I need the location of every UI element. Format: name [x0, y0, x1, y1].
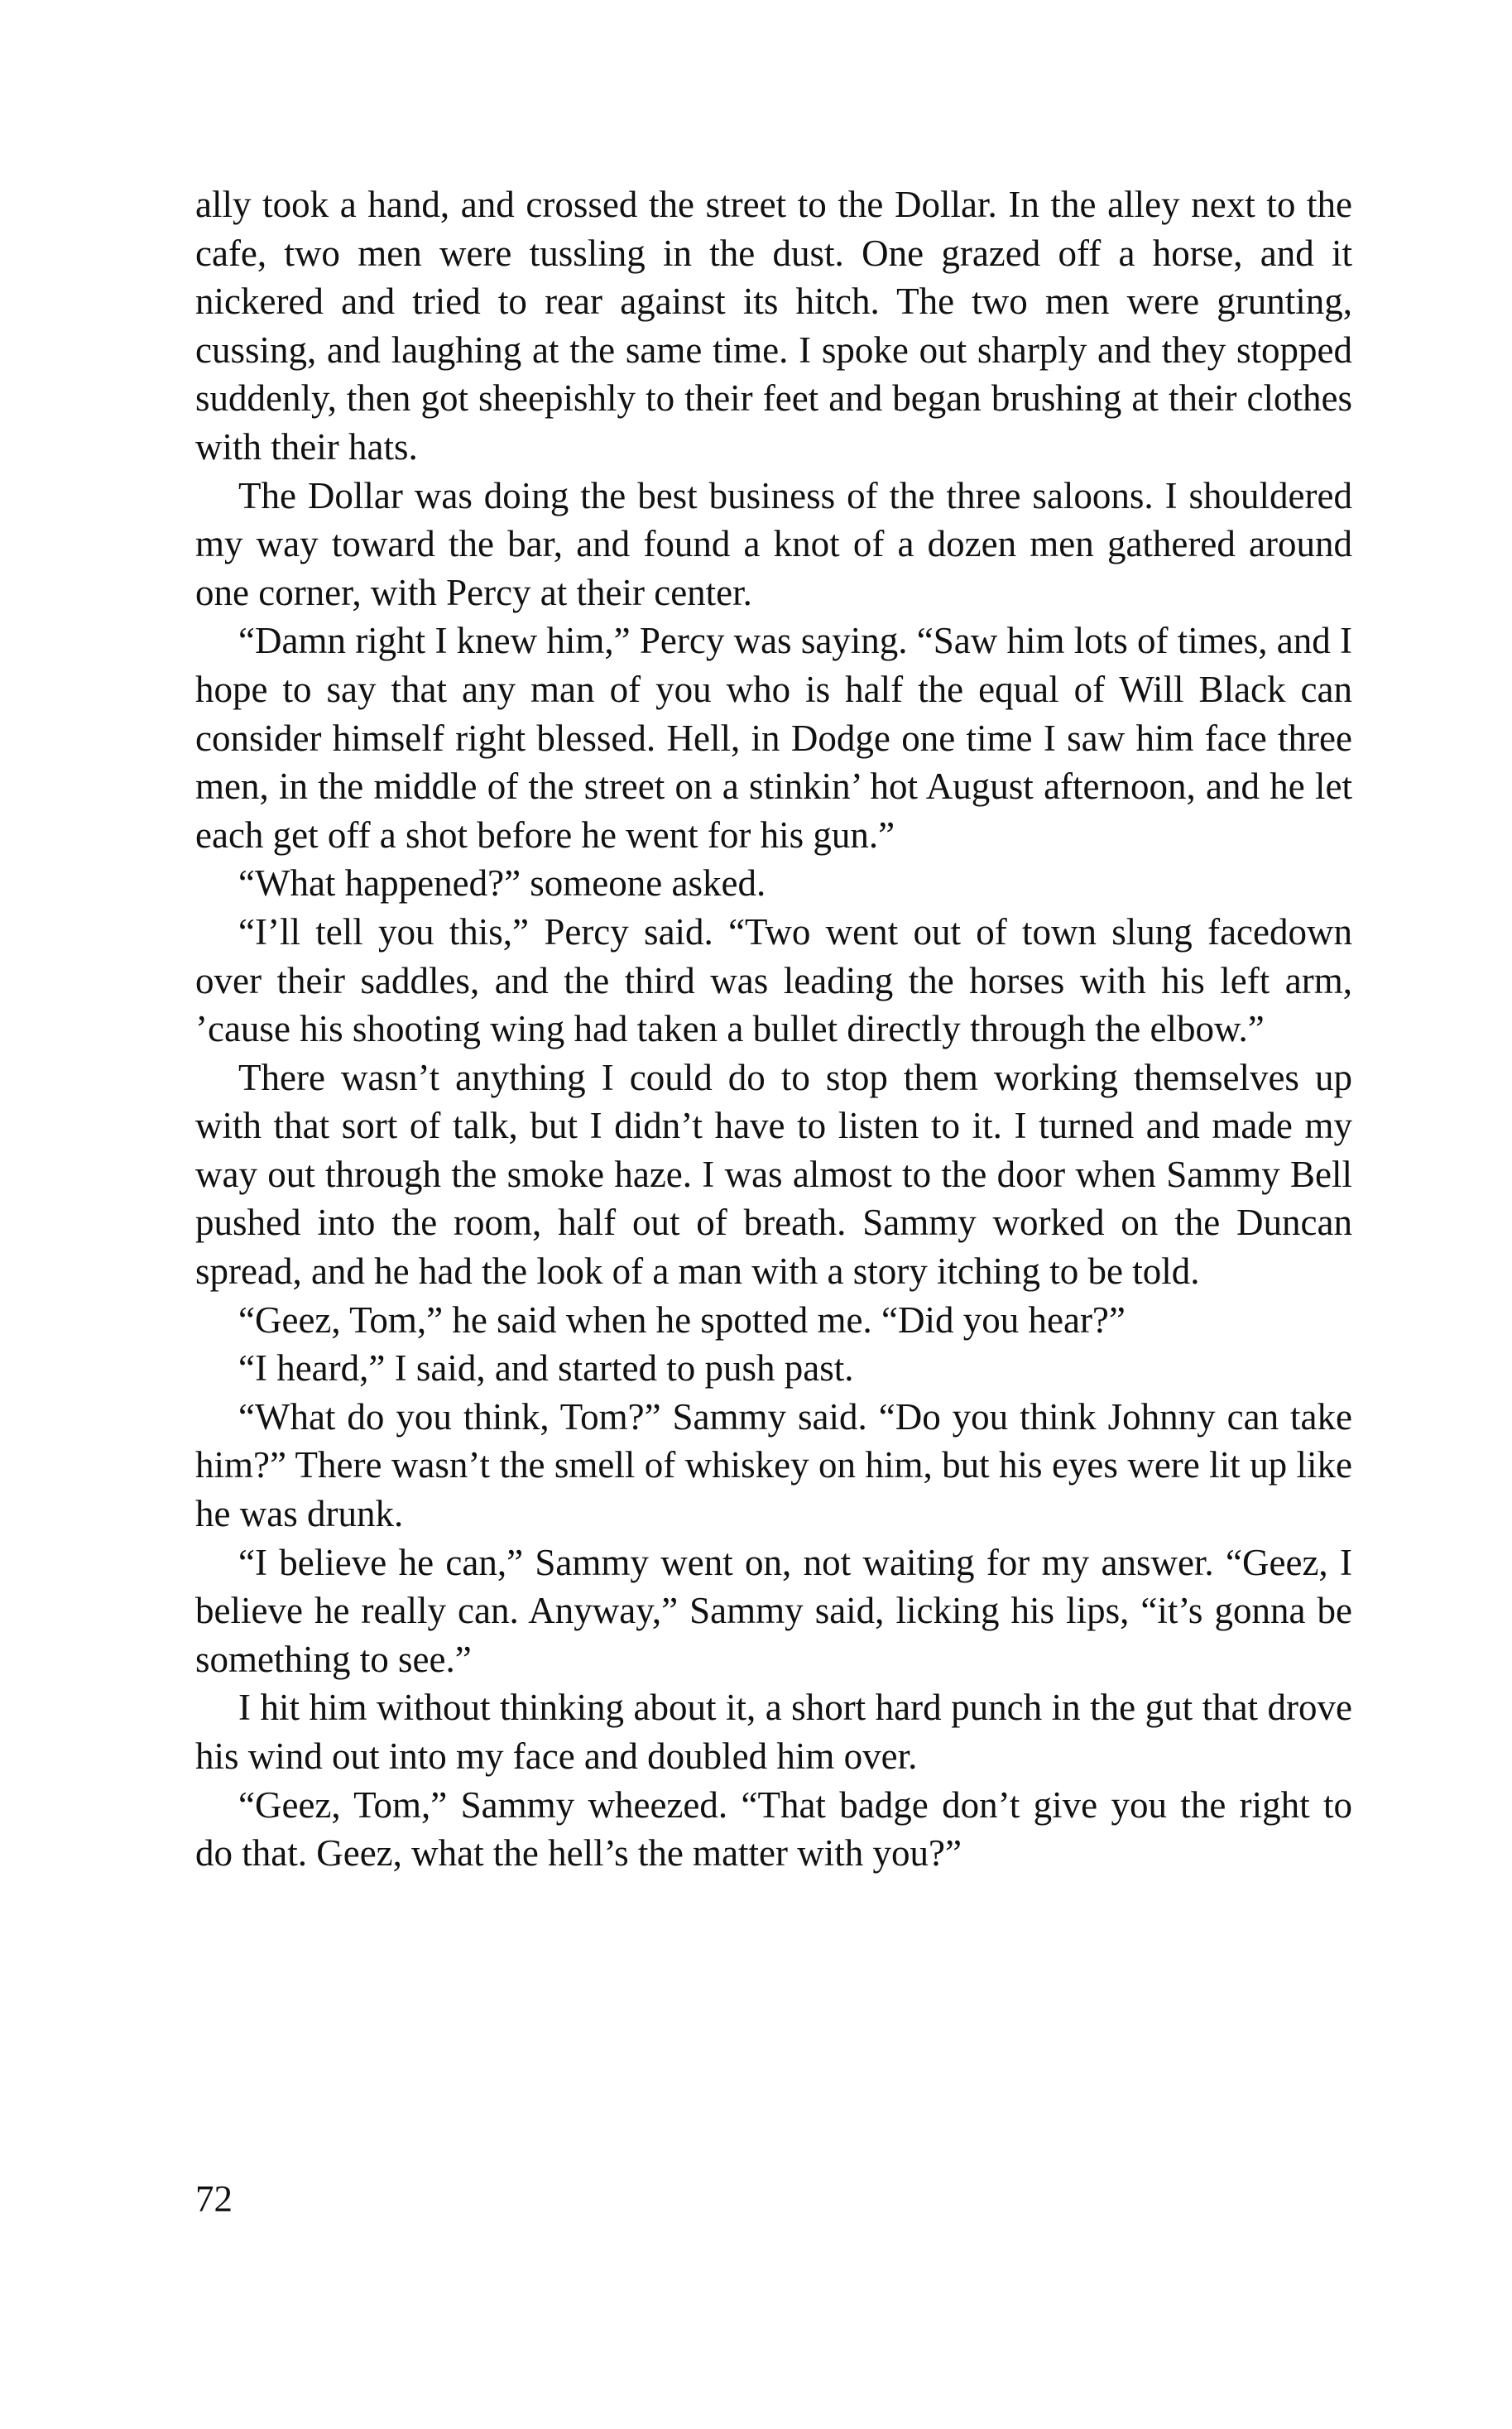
paragraph: “Geez, Tom,” Sammy wheezed. “That badge don’t give you the right to do that. Geez, what the hell’s the matter with you?” [195, 1783, 1352, 1875]
paragraph: “What happened?” someone asked. [238, 862, 766, 905]
paragraph: I hit him without thinking about it, a short hard punch in the gut that drove his wind out into my face and doubled him over. [195, 1687, 1352, 1777]
paragraph: There wasn’t anything I could do to stop them working themselves up with that sort of talk, but I didn’t have to listen to it. I turned and made my way out through the smoke haze. I was almost to the door when Sammy Bell pushed into the room, half out of breath. Sammy worked on the Duncan spread, and he had the look of a man with a story itching to be told. [195, 1056, 1352, 1293]
paragraph: ally took a hand, and crossed the street to the Dollar. In the alley next to the cafe, two men were tussling in the dust. One grazed off a horse, and it nickered and tried to rear against its hitch. The two men were grunting, cussing, and laughing at the same time. I spoke out sharply and they stopped suddenly, then got sheepishly to their feet and began brushing at their clothes with their hats. [195, 184, 1352, 468]
paragraph: “Geez, Tom,” he said when he spotted me. “Did you hear?” [238, 1299, 1126, 1341]
paragraph: “I believe he can,” Sammy went on, not waiting for my answer. “Geez, I believe he really can. Anyway,” Sammy said, licking his lips, “it’s gonna be something to see.” [195, 1541, 1352, 1680]
paragraph: The Dollar was doing the best business of the three saloons. I shouldered my way toward the bar, and found a knot of a dozen men gathered around one corner, with Percy at their center. [195, 474, 1352, 613]
page-number: 72 [195, 2178, 233, 2220]
paragraph: “I’ll tell you this,” Percy said. “Two went out of town slung facedown over their saddles, and the third was leading the horses with his left arm, ’cause his shooting wing had taken a bullet directly through the elbow.” [195, 910, 1352, 1050]
paragraph: “Damn right I knew him,” Percy was saying. “Saw him lots of times, and I hope to say that any man of you who is half the equal of Will Black can consider himself right blessed. Hell, in Dodge one time I saw him face three men, in the middle of the street on a stinkin’ hot August afternoon, and he let each get off a shot before he went for his gun.” [195, 620, 1352, 856]
paragraph: “What do you think, Tom?” Sammy said. “Do you think Johnny can take him?” There wasn’t the smell of whiskey on him, but his eyes were lit up like he was drunk. [195, 1395, 1352, 1535]
page-body [195, 180, 1352, 1878]
paragraph: “I heard,” I said, and started to push past. [238, 1347, 854, 1390]
